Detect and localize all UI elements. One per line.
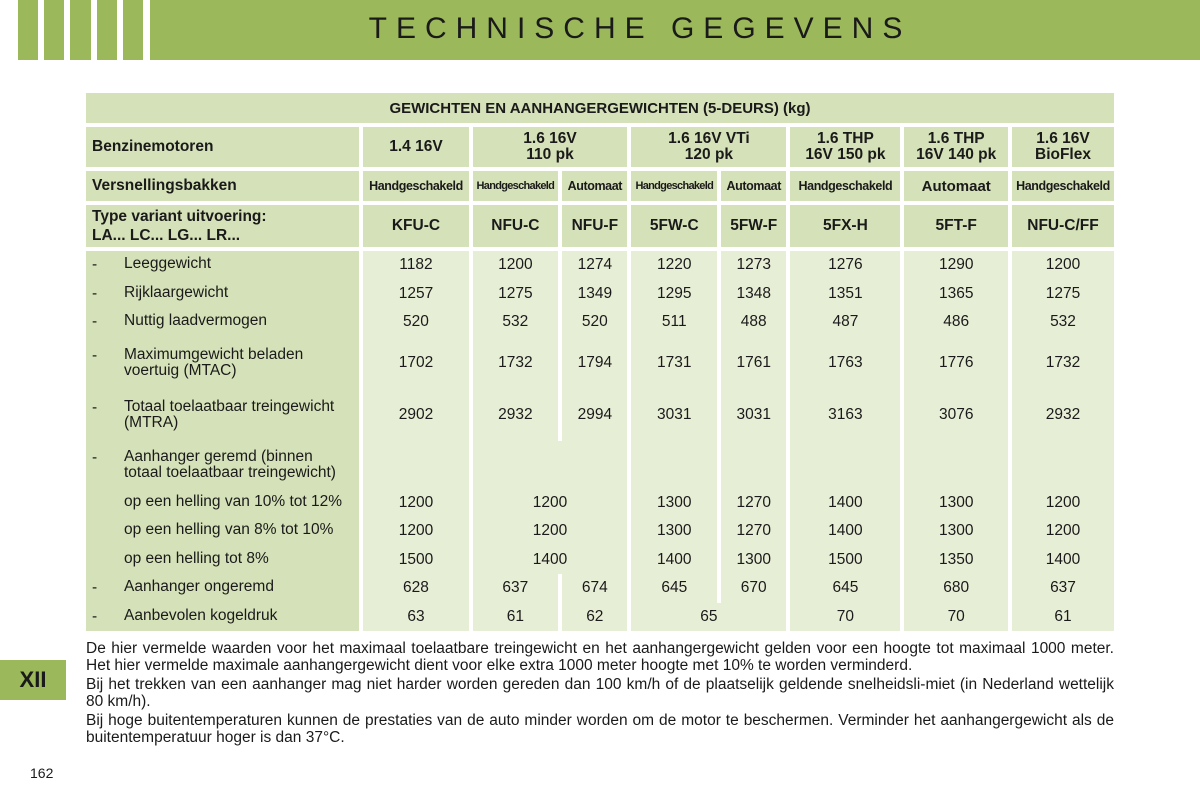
table-row (86, 546, 1114, 575)
gearbox-cell: Handgeschakeld (473, 171, 563, 205)
table-cell: 1276 (790, 251, 904, 280)
table-cell: 637 (473, 574, 563, 603)
table-cell: 486 (904, 308, 1012, 337)
row-dash: - (92, 284, 98, 302)
gearbox-row (86, 171, 1114, 205)
table-cell: 1200 (1012, 489, 1114, 518)
row-label-text: Aanhanger ongeremd (124, 578, 274, 596)
table-cell: 1500 (363, 546, 472, 575)
table-cell: 70 (904, 603, 1012, 632)
note-paragraph: Bij hoge buitentemperaturen kunnen de prestaties van de auto minder worden om de motor te beschermen. Verminder het aanhangergewicht als de buitentemperatuur hoger is dan 37°C. (86, 712, 1114, 746)
table-cell: 1182 (363, 251, 472, 280)
table-row (86, 517, 1114, 546)
table-cell: 520 (363, 308, 472, 337)
table-cell (631, 441, 721, 489)
table-cell: 670 (721, 574, 790, 603)
table-cell: 1300 (904, 517, 1012, 546)
row-label (86, 251, 363, 280)
table-cell: 487 (790, 308, 904, 337)
table-cell: 1200 (363, 489, 472, 518)
gearbox-cell: Automaat (904, 171, 1012, 205)
table-cell (790, 441, 904, 489)
table-row (86, 251, 1114, 280)
variant-cell: 5FX-H (790, 205, 904, 251)
variant-cell: 5FT-F (904, 205, 1012, 251)
variant-cell: NFU-F (562, 205, 631, 251)
row-label (86, 489, 363, 518)
header-stripes (18, 0, 143, 60)
engine-cell: 1.6 THP 16V 150 pk (790, 127, 904, 171)
page-title: TECHNISCHE GEGEVENS (368, 12, 912, 45)
table-cell: 1732 (473, 337, 563, 389)
row-label (86, 441, 363, 489)
table-cell: 1300 (631, 517, 721, 546)
table-cell: 1400 (790, 489, 904, 518)
table-cell: 1274 (562, 251, 631, 280)
table-cell: 680 (904, 574, 1012, 603)
row-label (86, 517, 363, 546)
table-cell: 645 (790, 574, 904, 603)
table-cell (473, 441, 632, 489)
table-cell: 70 (790, 603, 904, 632)
gearbox-cell: Handgeschakeld (1012, 171, 1114, 205)
table-cell: 3076 (904, 389, 1012, 441)
row-label (86, 574, 363, 603)
variant-cell: NFU-C/FF (1012, 205, 1114, 251)
table-cell: 628 (363, 574, 472, 603)
row-label (86, 603, 363, 632)
row-label (86, 280, 363, 309)
table-cell: 61 (473, 603, 563, 632)
row-dash: - (92, 579, 98, 597)
table-cell: 1761 (721, 337, 790, 389)
row-label-text: Maximumgewicht beladen voertuig (MTAC) (124, 345, 304, 379)
table-cell: 532 (473, 308, 563, 337)
table-cell (904, 441, 1012, 489)
table-row (86, 280, 1114, 309)
table-cell: 1351 (790, 280, 904, 309)
table-row (86, 389, 1114, 441)
table-cell: 1300 (904, 489, 1012, 518)
table-cell: 1290 (904, 251, 1012, 280)
note-paragraph: Bij het trekken van een aanhanger mag niet harder worden gereden dan 100 km/h of de plaatselijk geldende snelheidsli-miet (in Nederland wettelijk 80 km/h). (86, 676, 1114, 710)
variant-cell: NFU-C (473, 205, 563, 251)
engine-cell: 1.6 16V BioFlex (1012, 127, 1114, 171)
table-cell: 1200 (473, 517, 632, 546)
chapter-tab: XII (0, 660, 66, 700)
table-cell: 1200 (1012, 251, 1114, 280)
row-label-text: Aanbevolen kogeldruk (124, 606, 278, 624)
table-cell: 645 (631, 574, 721, 603)
table-cell: 1257 (363, 280, 472, 309)
engine-row (86, 127, 1114, 171)
table-cell: 1400 (1012, 546, 1114, 575)
table-cell: 61 (1012, 603, 1114, 632)
table-cell: 1300 (631, 489, 721, 518)
table-cell: 2994 (562, 389, 631, 441)
table-cell: 2932 (1012, 389, 1114, 441)
table-cell: 1400 (631, 546, 721, 575)
row-dash: - (92, 256, 98, 274)
variant-cell: 5FW-F (721, 205, 790, 251)
row-label-text: op een helling tot 8% (124, 549, 269, 567)
variant-label: Type variant uitvoering: LA... LC... LG... LR... (86, 205, 363, 251)
table-cell: 62 (562, 603, 631, 632)
row-dash: - (92, 607, 98, 625)
table-cell: 1776 (904, 337, 1012, 389)
table-row (86, 603, 1114, 632)
table-row (86, 337, 1114, 389)
table-cell: 520 (562, 308, 631, 337)
note-paragraph: De hier vermelde waarden voor het maximaal toelaatbare treingewicht en het aanhangergewicht gelden voor een hoogte tot maximaal 1000 meter. Het hier vermelde maximale aanhangergewicht dient voor elke extra 1000 meter hoogte met 10% te worden verminderd. (86, 640, 1114, 674)
table-cell: 674 (562, 574, 631, 603)
table-cell (363, 441, 472, 489)
table-row (86, 574, 1114, 603)
row-label-text: Nuttig laadvermogen (124, 312, 268, 330)
table-cell: 1200 (363, 517, 472, 546)
engine-cell: 1.6 16V 110 pk (473, 127, 632, 171)
table-cell: 1350 (904, 546, 1012, 575)
table-cell: 1270 (721, 489, 790, 518)
engine-label: Benzinemotoren (86, 127, 363, 171)
table-cell: 1763 (790, 337, 904, 389)
table-cell: 1400 (790, 517, 904, 546)
table-cell (1012, 441, 1114, 489)
gearbox-cell: Handgeschakeld (363, 171, 472, 205)
gearbox-cell: Handgeschakeld (790, 171, 904, 205)
variant-cell: KFU-C (363, 205, 472, 251)
table-cell: 1500 (790, 546, 904, 575)
row-label (86, 308, 363, 337)
row-dash: - (92, 448, 98, 466)
table-cell: 3031 (631, 389, 721, 441)
table-cell: 2902 (363, 389, 472, 441)
table-cell: 1295 (631, 280, 721, 309)
table-cell: 1200 (1012, 517, 1114, 546)
table-cell: 1400 (473, 546, 632, 575)
table-cell: 2932 (473, 389, 563, 441)
table-cell: 1794 (562, 337, 631, 389)
table-cell: 1220 (631, 251, 721, 280)
row-label-text: Aanhanger geremd (binnen totaal toelaatbaar treingewicht) (124, 447, 336, 481)
row-label (86, 389, 363, 441)
table-cell: 63 (363, 603, 472, 632)
table-cell: 1365 (904, 280, 1012, 309)
table-cell: 3163 (790, 389, 904, 441)
row-dash: - (92, 398, 98, 416)
table-cell: 1348 (721, 280, 790, 309)
row-label (86, 337, 363, 389)
variant-row (86, 205, 1114, 251)
table-cell: 1300 (721, 546, 790, 575)
table-cell: 511 (631, 308, 721, 337)
table-cell: 1702 (363, 337, 472, 389)
engine-cell: 1.6 16V VTi 120 pk (631, 127, 790, 171)
row-label-text: Leeggewicht (124, 255, 212, 273)
table-row (86, 308, 1114, 337)
row-label-text: Totaal toelaatbaar treingewicht (MTRA) (124, 397, 335, 431)
row-label-text: Rijklaargewicht (124, 283, 229, 301)
variant-cell: 5FW-C (631, 205, 721, 251)
gearbox-cell: Automaat (562, 171, 631, 205)
table-cell: 1732 (1012, 337, 1114, 389)
table-cell: 1275 (473, 280, 563, 309)
engine-cell: 1.6 THP 16V 140 pk (904, 127, 1012, 171)
row-label-text: op een helling van 8% tot 10% (124, 521, 334, 539)
weights-table (86, 93, 1114, 631)
table-cell: 1349 (562, 280, 631, 309)
table-caption: GEWICHTEN EN AANHANGERGEWICHTEN (5-DEURS) (kg) (86, 93, 1114, 127)
table-cell: 488 (721, 308, 790, 337)
table-cell: 637 (1012, 574, 1114, 603)
table-cell: 1731 (631, 337, 721, 389)
page-number: 162 (30, 765, 54, 781)
table-cell: 1200 (473, 489, 632, 518)
engine-cell: 1.4 16V (363, 127, 472, 171)
table-row (86, 441, 1114, 489)
table-cell: 1273 (721, 251, 790, 280)
gearbox-cell: Automaat (721, 171, 790, 205)
row-dash: - (92, 346, 98, 364)
row-label-text: op een helling van 10% tot 12% (124, 492, 343, 510)
row-label (86, 546, 363, 575)
table-cell (721, 441, 790, 489)
notes (86, 640, 1114, 748)
table-cell: 3031 (721, 389, 790, 441)
table-cell: 1275 (1012, 280, 1114, 309)
row-dash: - (92, 313, 98, 331)
table-cell: 532 (1012, 308, 1114, 337)
table-cell: 65 (631, 603, 790, 632)
gearbox-label: Versnellingsbakken (86, 171, 363, 205)
table-row (86, 489, 1114, 518)
table-cell: 1200 (473, 251, 563, 280)
table-cell: 1270 (721, 517, 790, 546)
gearbox-cell: Handgeschakeld (631, 171, 721, 205)
